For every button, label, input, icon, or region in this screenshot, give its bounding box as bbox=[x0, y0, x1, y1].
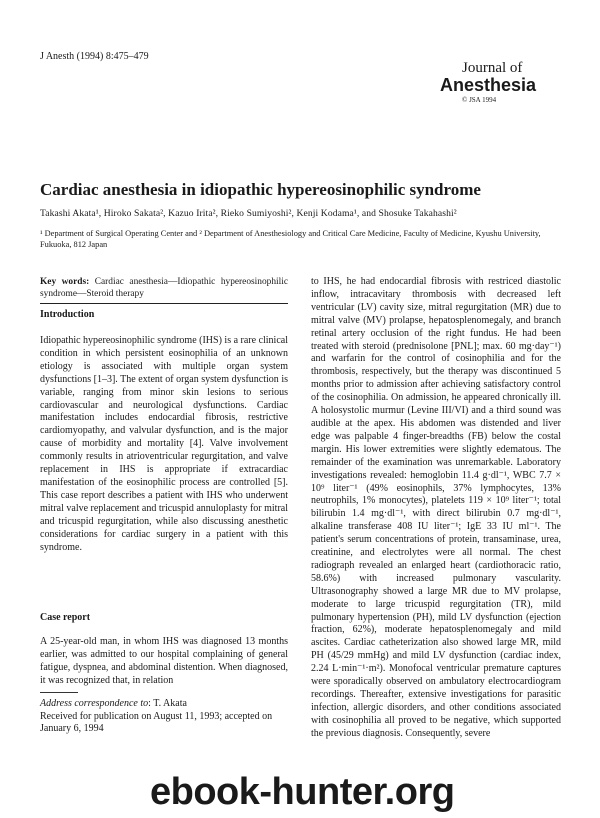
keywords-text: Cardiac anesthesia—Idiopathic hypereosinophilic syndrome—Steroid therapy bbox=[40, 277, 289, 299]
keywords-label: Key words: bbox=[40, 277, 90, 287]
author-list: Takashi Akata¹, Hiroko Sakata², Kazuo Irita², Rieko Sumiyoshi², Kenji Kodama¹, and Shosuke Takahashi² bbox=[40, 208, 457, 219]
journal-citation: J Anesth (1994) 8:475–479 bbox=[40, 51, 149, 62]
keywords bbox=[40, 276, 288, 300]
case-heading: Case report bbox=[40, 612, 91, 623]
footnote-rule bbox=[40, 692, 78, 693]
journal-logo bbox=[440, 60, 570, 104]
correspondence-label: Address correspondence to bbox=[40, 698, 149, 709]
correspondence-footnote bbox=[40, 698, 290, 736]
correspondence-name: : T. Akata bbox=[148, 698, 187, 709]
affiliation: ¹ Department of Surgical Operating Center and ² Department of Anesthesiology and Critical Care Medicine, Faculty of Medicine, Kyushu University, Fukuoka, 812 Japan bbox=[40, 229, 541, 249]
divider bbox=[40, 303, 288, 304]
article-title: Cardiac anesthesia in idiopathic hypereosinophilic syndrome bbox=[40, 180, 481, 199]
intro-heading: Introduction bbox=[40, 309, 95, 320]
journal-logo-line1: Journal of bbox=[462, 60, 523, 76]
copyright: © JSA 1994 bbox=[462, 96, 497, 104]
watermark: ebook-hunter.org bbox=[150, 771, 455, 813]
intro-paragraph: Idiopathic hypereosinophilic syndrome (IHS) is a rare clinical condition in which persistent eosinophilia of an unknown etiology is associated with multiple organ system dysfunctions [1–3]. The extent of organ system dysfunction is variable, ranging from minor skin lesions to serious cardiovascular and neurological dysfunctions. Cardiac manifestation includes endocardial fibrosis, restrictive cardiomyopathy, and valvular dysfunction, and is the major cause of morbidity and mortality [4]. Valve involvement commonly results in atrioventricular regurgitation, and valve replacement in IHS is appropriate if extracardiac manifestation of the eosinophilic process are controlled [5]. This case report describes a patient with IHS who underwent mitral valve replacement and tricuspid annuloplasty for mitral and tricuspid regurgitation, while also discussing anesthetic considerations for cardiac surgery in a patient with this syndrome. bbox=[40, 335, 288, 553]
right-column-paragraph: to IHS, he had endocardial fibrosis with restriced diastolic inflow, intracavitary thrombosis with decreased left ventricular (LV) cavity size, mitral regurgitation (MR) due to mitral valve (MV) prolapse, hepatosplenomegaly, and branch retinal artery occlusion of the right fundus. He had been treated with steroid (prednisolone [PNL]; max. 60 mg·day⁻¹) and warfarin for the control of cosinophilia and for the thrombosis, respectively, but the therapy was discontinued 5 months prior to admission after achieving satisfactory control of the cosinophilia. On admission, he appeared chronically ill. A holosystolic murmur (Levine III/VI) and a third sound was audible at the apex. His abdomen was distended and liver edge was palpable 4 finger-breadths (FB) below the costal margin. His lower extremities were slightly edematous. The remainder of the examination was unremarkable. Laboratory investigations revealed: hemoglobin 11.4 g·dl⁻¹, WBC 7.7 × 10⁹ liter⁻¹ (49% eosinophils, 37% lymphocytes, 13% neutrophils, 1% monocytes), platelets 119 × 10⁹ liter⁻¹; total bilirubin 1.4 mg·dl⁻¹, with direct bilirubin 0.7 mg·dl⁻¹, alkaline transferase 408 IU liter⁻¹; IgE 33 IU ml⁻¹. The patient's serum concentrations of protein, transaminase, urea, creatinine, and electrolytes were all normal. The chest radiograph revealed an enlarged heart (cardiothoracic ratio, 58.6%) with increased pulmonary vascularity. Ultrasonography showed a large MR due to MV prolapse, moderate to large tricuspid regurgitation (TR), mild pulmonary hypertension (PH), mild LV dysfunction (ejection fraction, 62%), moderate hepatosplenomegaly and mild ascites. Cardiac catheterization also showed large MR, mild PH (45/29 mmHg) and mild LV dysfunction (cardiac index, 2.24 L·min⁻¹·m²). Monofocal ventricular premature captures were sporadically observed on ambulatory electrocardiogram recordings. Thereafter, extensive investigations for parasitic infection, allergic disorders, and other conditions associated with cosinophilia all proved to be negative, which supported the previous diagnosis. Consequently, severe bbox=[311, 276, 561, 739]
journal-logo-line2: Anesthesia bbox=[440, 75, 537, 95]
case-paragraph: A 25-year-old man, in whom IHS was diagnosed 13 months earlier, was admitted to our hospital complaining of general fatigue, dyspnea, and abdominal distention. When diagnosed, it was recognized that, in relation bbox=[40, 636, 288, 686]
received-date: Received for publication on August 11, 1993; accepted on January 6, 1994 bbox=[40, 710, 273, 734]
